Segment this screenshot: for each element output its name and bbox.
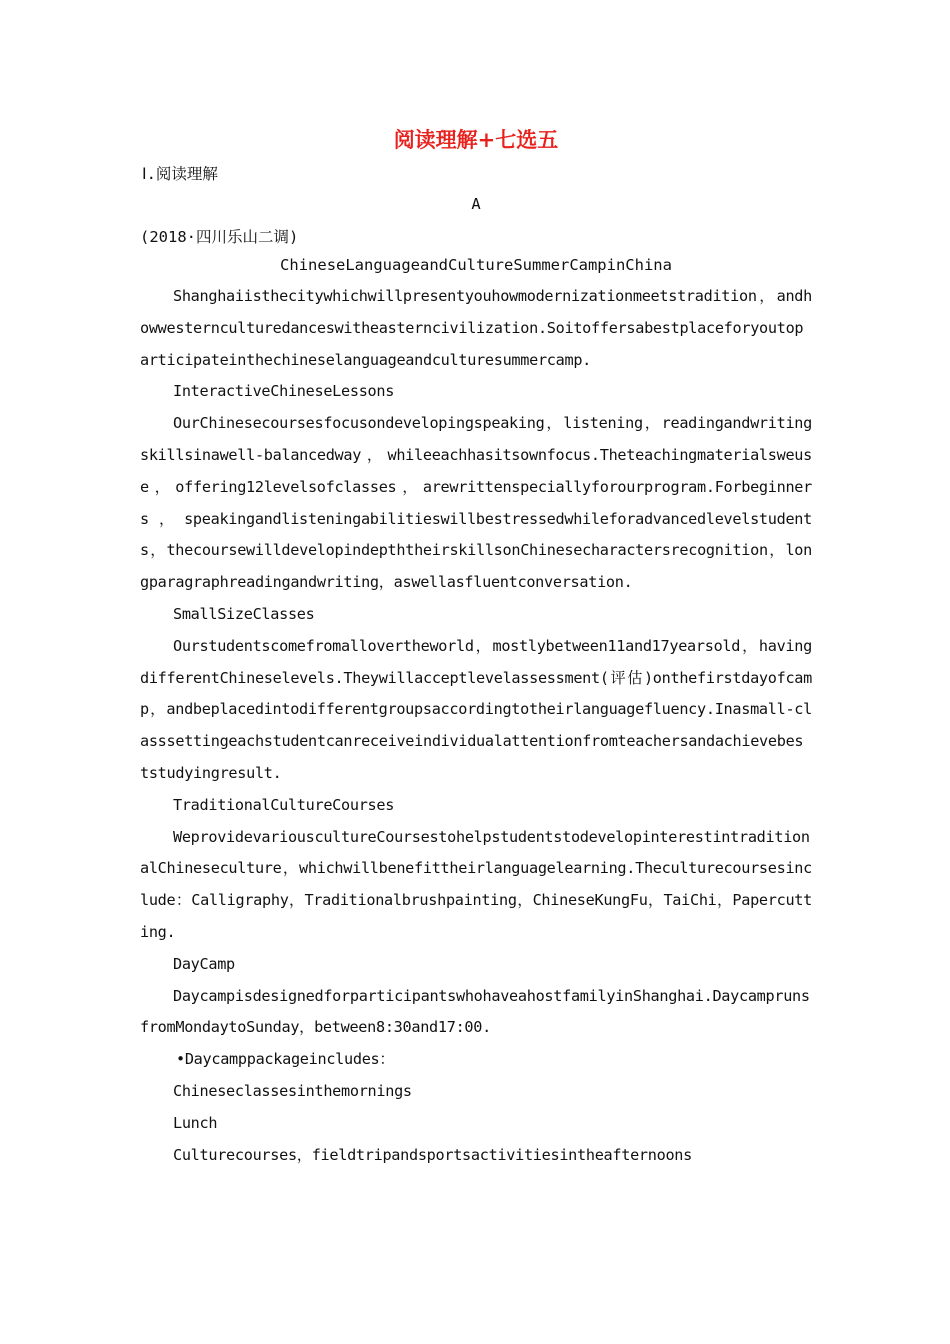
section-paragraph: DaycampisdesignedforparticipantswhohaveahostfamilyinShanghai.DaycamprunsfromMondaytoSunday，between8:30and17:00.	[140, 986, 810, 1037]
intro-paragraph: Shanghaiisthecitywhichwillpresentyouhowmodernizationmeetstradition，andhowwesternculturedanceswitheasterncivilization.Soitoffersabestplaceforyoutoparticipateinthechineselanguageandculturesummercamp.	[140, 287, 812, 369]
document-title: 阅读理解+七选五	[393, 127, 559, 152]
passage-body	[140, 281, 812, 1171]
section-paragraph: WeprovidevariouscultureCoursestohelpstudentstodevelopinterestintraditionalChineseculture，whichwillbenefittheirlanguagelearning.Theculturecoursesinclude：Calligraphy，Traditionalbrushpainting，ChineseKungFu，TaiChi，Papercutting.	[140, 827, 812, 941]
section-heading: DayCamp	[173, 954, 235, 973]
source-note: (2018·四川乐山二调)	[140, 228, 299, 246]
section-paragraph: Ourstudentscomefromallovertheworld，mostlybetween11and17yearsold，havingdifferentChineselevels.Theywillacceptlevelassessment(评估)onthefirstdayofcamp，andbeplacedintodifferentgroupsaccordingtotheirlanguagefluency.Inasmall-classsettingeachstudentcanreceiveindividualattentionfromteachersandachievebeststudyingresult.	[140, 636, 812, 782]
section-paragraph: OurChinesecoursesfocusondevelopingspeaking，listening，readingandwritingskillsinawell-balancedway，whileeachhasitsownfocus.Theteachingmaterialsweuse，offering12levelsofclasses，arewrittenspeciallyforourprogram.Forbeginners，speakingandlisteningabilitieswillbestressedwhileforadvancedlevelstudents，thecoursewilldevelopindepththeirskillsonChinesecharactersrecognition，longparagraphreadingandwriting，aswellasfluentconversation.	[140, 414, 812, 592]
package-list	[140, 1076, 812, 1171]
section-heading: SmallSizeClasses	[173, 604, 315, 623]
section-heading: TraditionalCultureCourses	[173, 795, 395, 814]
list-item: Chineseclassesinthemornings	[173, 1081, 412, 1100]
passage-label: A	[471, 195, 481, 213]
list-item: Culturecourses，fieldtripandsportsactivitiesintheafternoons	[173, 1145, 692, 1164]
package-label: •Daycamppackageincludes：	[176, 1050, 395, 1069]
list-item: Lunch	[173, 1113, 218, 1132]
section-label: Ⅰ.阅读理解	[142, 165, 218, 183]
passage-title: ChineseLanguageandCultureSummerCampinChina	[280, 256, 672, 274]
section-heading: InteractiveChineseLessons	[173, 382, 395, 401]
